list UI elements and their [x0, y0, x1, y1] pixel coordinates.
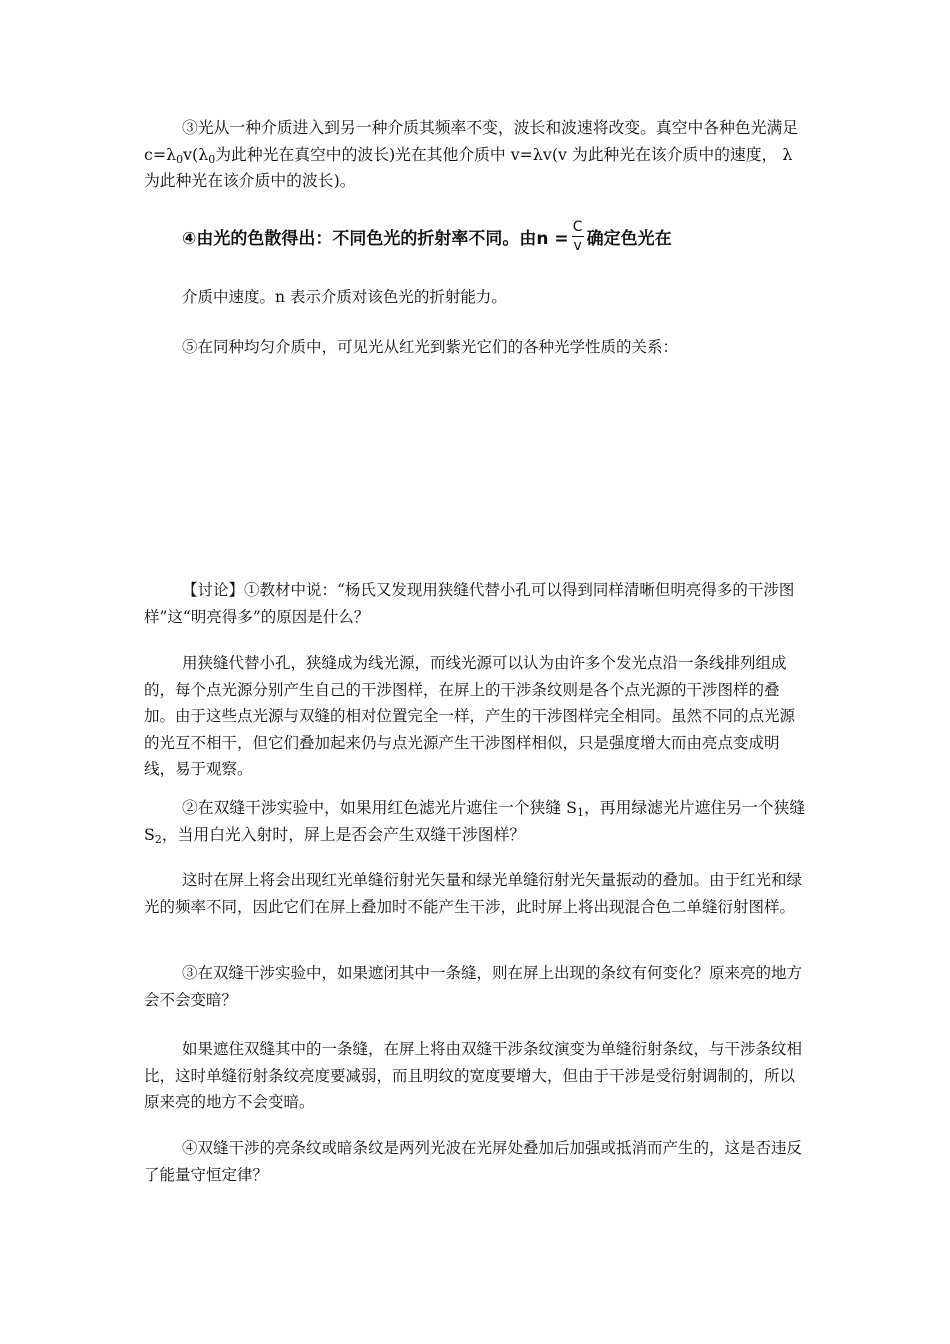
- paragraph-3: ③光从一种介质进入到另一种介质其频率不变，波长和波速将改变。真空中各种色光满足 $c=\lambda_0v(\lambda_0$为此种光在真空中的波长)光在其他介质中 v=λv(v 为此种光在该介质中的速度， λ 为此种光在该介质中的波长)。: [144, 118, 799, 190]
- discussion-answer-2: 这时在屏上将会出现红光单缝衍射光矢量和绿光单缝衍射光矢量振动的叠加。由于红光和绿光的频率不同，因此它们在屏上叠加时不能产生干涉，此时屏上将出现混合色二单缝衍射图样。: [144, 871, 803, 916]
- paragraph-5: ⑤在同种均匀介质中，可见光从红光到紫光它们的各种光学性质的关系：: [182, 338, 679, 356]
- blank-figure-area: [144, 370, 806, 570]
- paragraph-4-heading: ④由光的色散得出：不同色光的折射率不同。由n = $\frac{C}{v}$ 确定色光在: [182, 218, 672, 254]
- discussion-question-2: ②在双缝干涉实验中，如果用红色滤光片遮住一个狭缝 $S_1$，再用绿滤光片遮住另一个狭缝 $S_2$，当用白光入射时，屏上是否会产生双缝干涉图样？: [144, 798, 806, 846]
- discussion-answer-1: 用狭缝代替小孔，狭缝成为线光源，而线光源可以认为由许多个发光点沿一条线排列组成的，每个点光源分别产生自己的干涉图样，在屏上的干涉条纹则是各个点光源的干涉图样的叠加。由于这些点光源与双缝的相对位置完全一样，产生的干涉图样完全相同。虽然不同的点光源的光互不相干，但它们叠加起来仍与点光源产生干涉图样相似，只是强度增大而由亮点变成明线，易于观察。: [144, 654, 796, 778]
- discussion-question-4: ④双缝干涉的亮条纹或暗条纹是两列光波在光屏处叠加后加强或抵消而产生的，这是否违反了能量守恒定律？: [144, 1139, 803, 1184]
- paragraph-4-continued: 介质中速度。n 表示介质对该色光的折射能力。: [182, 288, 507, 306]
- discussion-answer-3: 如果遮住双缝其中的一条缝，在屏上将由双缝干涉条纹演变为单缝衍射条纹，与干涉条纹相比，这时单缝衍射条纹亮度要减弱，而且明纹的宽度要增大，但由于干涉是受衍射调制的，所以原来亮的地方不会变暗。: [144, 1040, 803, 1111]
- discussion-question-3: ③在双缝干涉实验中，如果遮闭其中一条缝，则在屏上出现的条纹有何变化？原来亮的地方会不会变暗？: [144, 964, 803, 1009]
- discussion-question-1: 【讨论】①教材中说：“杨氏又发现用狭缝代替小孔可以得到同样清晰但明亮得多的干涉图样”这“明亮得多”的原因是什么？: [144, 581, 795, 626]
- c-over-v-fraction: $\frac{C}{v}$: [572, 218, 583, 254]
